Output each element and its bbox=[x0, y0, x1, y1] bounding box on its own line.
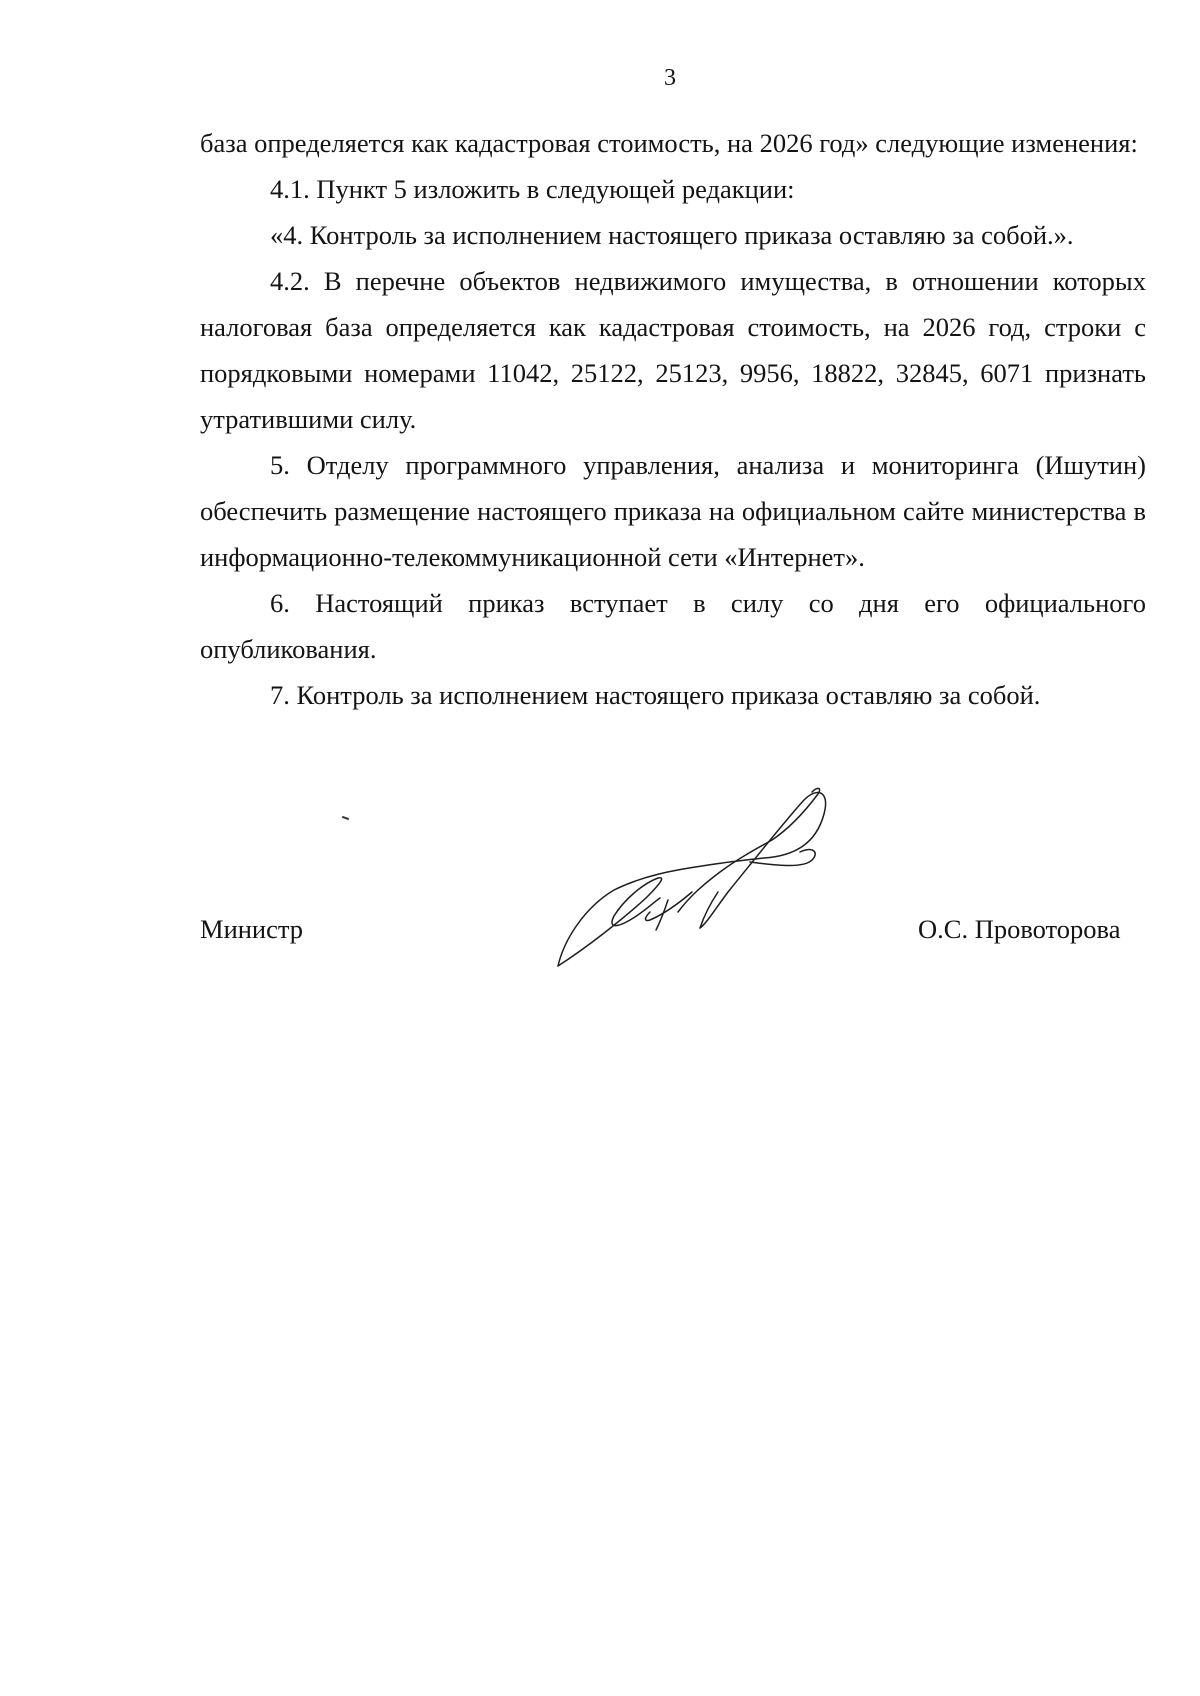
signer-position: Министр bbox=[200, 914, 304, 944]
signer-name: О.С. Провоторова bbox=[918, 914, 1121, 944]
document-body bbox=[200, 120, 1146, 718]
signature-block bbox=[0, 780, 1200, 1000]
paragraph-item-5: 5. Отделу программного управления, анализа и мониторинга (Ишутин) обеспечить размещение настоящего приказа на официальном сайте министерства в информационно-телекоммуникационной сети «Интернет». bbox=[200, 450, 1146, 572]
paragraph-item-7: 7. Контроль за исполнением настоящего приказа оставляю за собой. bbox=[270, 680, 1041, 710]
page-number: 3 bbox=[664, 65, 676, 91]
paragraph-continuation: база определяется как кадастровая стоимость, на 2026 год» следующие изменения: bbox=[200, 128, 1138, 158]
paragraph-item-4-1: 4.1. Пункт 5 изложить в следующей редакции: bbox=[270, 174, 795, 204]
handwritten-signature bbox=[550, 780, 840, 995]
paragraph-quoted-item-4: «4. Контроль за исполнением настоящего приказа оставляю за собой.». bbox=[270, 220, 1074, 250]
paragraph-item-6: 6. Настоящий приказ вступает в силу со дня его официального опубликования. bbox=[200, 588, 1146, 664]
paragraph-item-4-2: 4.2. В перечне объектов недвижимого имущества, в отношении которых налоговая база определяется как кадастровая стоимость, на 2026 год, строки с порядковыми номерами 11042, 25122, 25123, 9956, 18822, 32845, 6071 признать утратившими силу. bbox=[200, 266, 1146, 434]
